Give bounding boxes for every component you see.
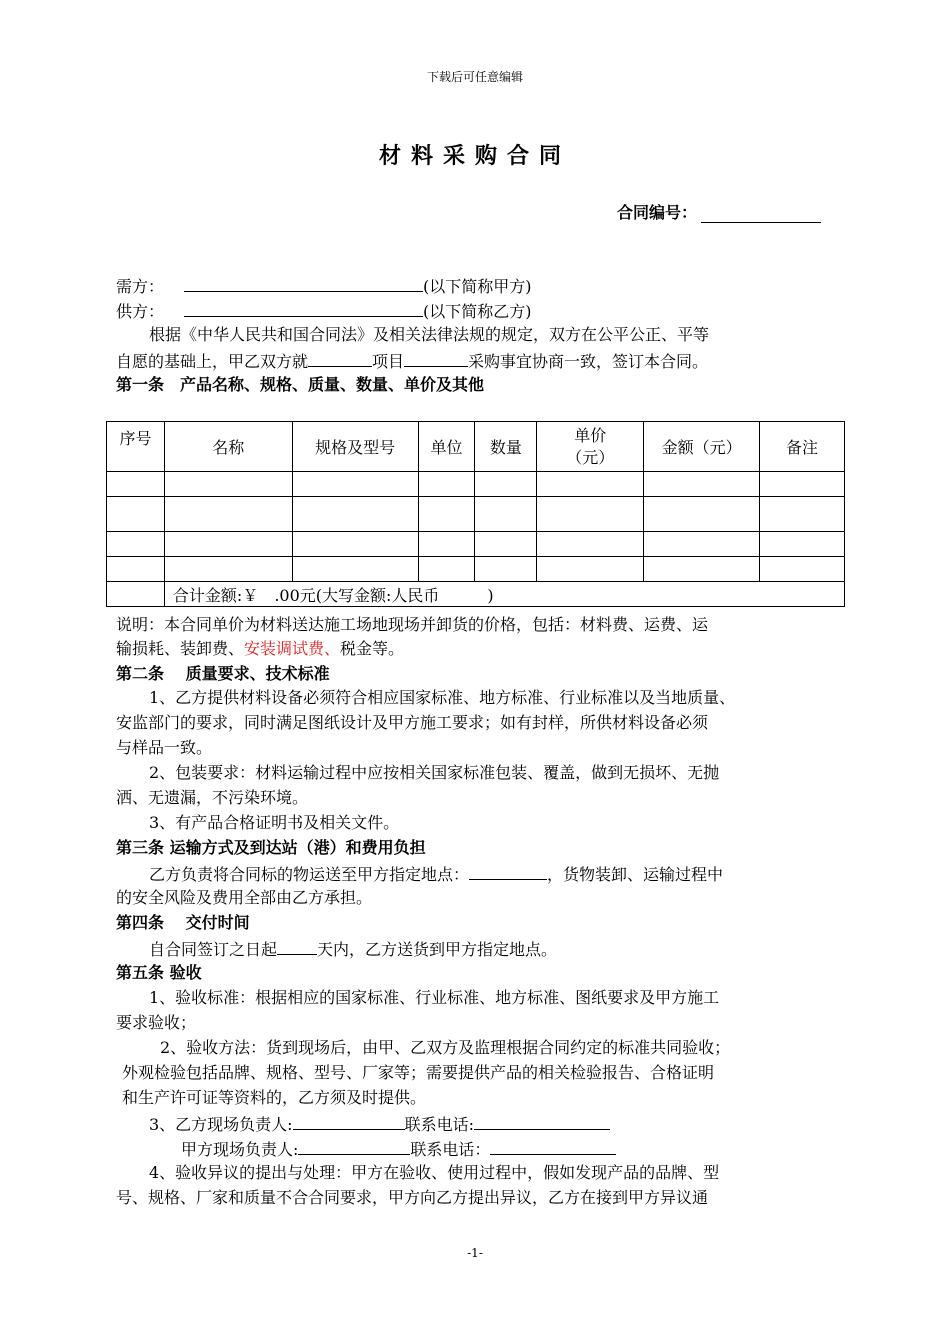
supplier-rep-blank [293, 1111, 405, 1130]
project-blank [308, 348, 372, 367]
procurement-blank [404, 348, 468, 367]
seller-line [116, 298, 532, 324]
header-seq: 序号 [107, 422, 165, 472]
buyer-phone-blank [490, 1136, 616, 1155]
art3-line-1: 乙方负责将合同标的物运送至甲方指定地点： ，货物装卸、运输过程中 [149, 861, 723, 887]
buyer-rep-blank [298, 1136, 410, 1155]
intro-line-1: 根据《中华人民共和国合同法》及相关法律法规的规定，双方在公平公正、平等 [149, 325, 710, 344]
contract-number-label: 合同编号： [617, 203, 698, 222]
product-table [106, 421, 845, 607]
art4-line: 自合同签订之日起 天内，乙方送货到甲方指定地点。 [149, 936, 557, 962]
table-row [107, 497, 845, 532]
art5-p4-line-2: 号、规格、厂家和质量不合合同要求，甲方向乙方提出异议，乙方在接到甲方异议通 [116, 1188, 709, 1207]
supplier-rep-line: 3、乙方现场负责人: 联系电话: [149, 1111, 610, 1137]
buyer-suffix: (以下简称甲方) [423, 277, 532, 296]
art2-p2-line-1: 2、包装要求：材料运输过程中应按相关国家标准包装、覆盖，做到无损坏、无抛 [149, 763, 720, 782]
art5-p1-line-2: 要求验收； [116, 1013, 197, 1032]
seller-suffix: (以下简称乙方) [423, 302, 532, 321]
table-header-row [107, 422, 845, 472]
delivery-location-blank [469, 861, 547, 880]
header-note: 下载后可任意编辑 [426, 70, 523, 84]
header-spec: 规格及型号 [292, 422, 418, 472]
header-unit-price: 单价 （元） [537, 422, 644, 472]
header-unit: 单位 [418, 422, 475, 472]
buyer-blank [184, 273, 423, 292]
article-2-title: 第二条 质量要求、技术标准 [116, 664, 330, 683]
article-5-title: 第五条 验收 [116, 963, 202, 982]
table-total-row [107, 582, 845, 607]
intro-line-2: 自愿的基础上，甲乙双方就 项目 采购事宜协商一致，签订本合同。 [116, 348, 708, 374]
document-title: 材料采购合同 [378, 144, 571, 169]
note-line-2: 输损耗、装卸费、安装调试费、税金等。 [116, 639, 405, 658]
page-number: -1- [467, 1246, 483, 1260]
header-name: 名称 [164, 422, 292, 472]
art2-p2-line-2: 洒、无遗漏，不污染环境。 [116, 788, 309, 807]
total-amount: 合计金额:￥ .00元(大写金额:人民币 ) [164, 582, 844, 607]
buyer-line [116, 273, 532, 299]
article-3-title: 第三条 运输方式及到达站（港）和费用负担 [116, 838, 426, 857]
art5-p2-line-2: 外观检验包括品牌、规格、型号、厂家等；需要提供产品的相关检验报告、合格证明 [122, 1063, 715, 1082]
contract-number [617, 200, 821, 223]
art5-p2-line-3: 和生产许可证等资料的，乙方须及时提供。 [122, 1088, 427, 1107]
table-row [107, 532, 845, 557]
supplier-phone-blank [474, 1111, 610, 1130]
contract-number-blank [701, 206, 821, 223]
art3-line-2: 的安全风险及费用全部由乙方承担。 [116, 888, 373, 907]
article-1-title: 第一条 产品名称、规格、质量、数量、单价及其他 [116, 375, 485, 394]
installation-fee-highlight: 安装调试费、 [244, 639, 341, 658]
delivery-days-blank [277, 936, 317, 955]
article-4-title: 第四条 交付时间 [116, 913, 250, 932]
note-line-1: 说明：本合同单价为材料送达施工场地现场并卸货的价格，包括：材料费、运费、运 [116, 615, 709, 634]
header-remark: 备注 [760, 422, 845, 472]
art2-p1-line-2: 安监部门的要求，同时满足图纸设计及甲方施工要求；如有封样，所供材料设备必须 [116, 713, 709, 732]
art2-p1-line-3: 与样品一致。 [116, 738, 213, 757]
art2-p3: 3、有产品合格证明书及相关文件。 [149, 813, 400, 832]
art5-p2-line-1: 2、验收方法：货到现场后，由甲、乙双方及监理根据合同约定的标准共同验收； [160, 1038, 731, 1057]
seller-blank [184, 298, 423, 317]
table-row [107, 557, 845, 582]
art2-p1-line-1: 1、乙方提供材料设备必须符合相应国家标准、地方标准、行业标准以及当地质量、 [149, 688, 736, 707]
art5-p4-line-1: 4、验收异议的提出与处理：甲方在验收、使用过程中，假如发现产品的品牌、型 [149, 1163, 720, 1182]
header-amount: 金额（元） [644, 422, 760, 472]
seller-label: 供方： [116, 302, 165, 321]
header-qty: 数量 [475, 422, 537, 472]
art5-p1-line-1: 1、验收标准：根据相应的国家标准、行业标准、地方标准、图纸要求及甲方施工 [149, 988, 720, 1007]
buyer-label: 需方： [116, 277, 165, 296]
table-row [107, 472, 845, 497]
buyer-rep-line: 甲方现场负责人: 联系电话： [181, 1136, 616, 1162]
